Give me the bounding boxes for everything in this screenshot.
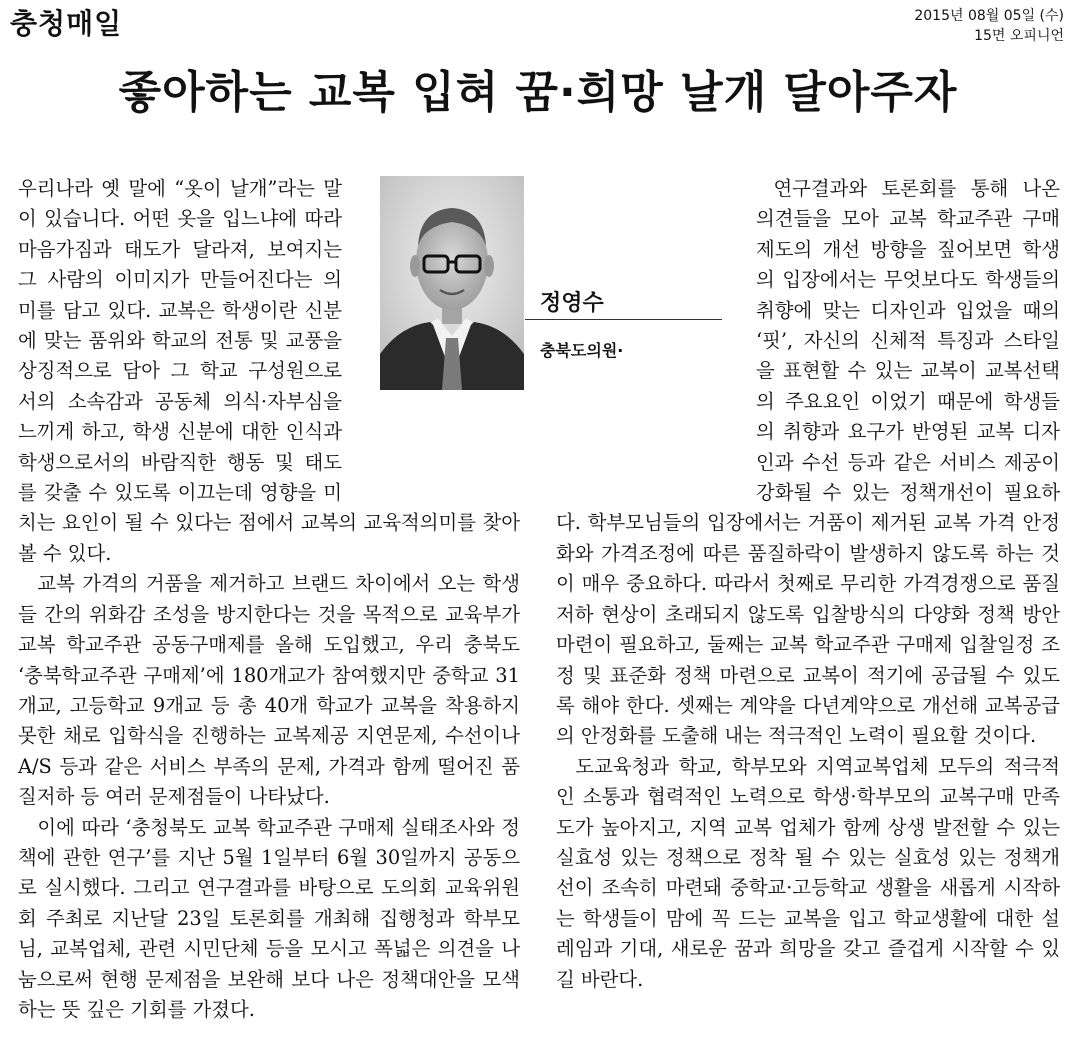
author-name: 정영수 bbox=[540, 291, 604, 316]
byline-divider bbox=[525, 319, 722, 320]
paragraph: 이에 따라 ‘충청북도 교복 학교주관 구매제 실태조사와 정책에 관한 연구’를 지난 5월 1일부터 6월 30일까지 공동으로 실시했다. 그리고 연구결과를 바탕으로 도의회 교육위원회 주최로 지난달 23일 토론회를 개최해 집행청과 학부모님, 교복업체, 관련 시민단체 등을 모시고 폭넓은 의견을 나눔으로써 현행 문제점을 보완해 보다 나은 정책대안을 모색하는 뜻 깊은 기회를 가졌다. bbox=[18, 815, 520, 1021]
paragraph: 우리나라 옛 말에 “옷이 날개”라는 말이 있습니다. 어떤 옷을 입느냐에 따라 마음가짐과 태도가 달라져, 보여지는 그 사람의 이미지가 만들어진다는 의미를 담고 있다. 교복은 학생이란 신분에 맞는 품위와 학교의 전통 및 교풍을 상징적으로 담아 그 학교 구성원으로서의 소속감과 공동체 의식·자부심을 느끼게 하고, 학생 신분에 대한 인식과 학생으로서의 바람직한 행동 및 태도를 갖출 수 있도록 이끄는데 영향을 미치는 요인이 될 수 있다는 점에서 교복의 교육적의미를 찾아볼 수 있다. bbox=[18, 177, 520, 565]
publication-info bbox=[914, 6, 1064, 46]
article-headline: 좋아하는 교복 입혀 꿈·희망 날개 달아주자 bbox=[118, 67, 958, 118]
publication-date: 2015년 08월 05일 (수) bbox=[914, 8, 1064, 24]
article-column-right bbox=[556, 174, 1060, 995]
paragraph: 도교육청과 학교, 학부모와 지역교복업체 모두의 적극적인 소통과 협력적인 노력으로 학생·학부모의 교복구매 만족도가 높아지고, 지역 교복 업체가 함께 상생 발전할 수 있는 실효성 있는 정책으로 정착 될 수 있는 실효성 있는 정책개선이 조속히 마련돼 중학교·고등학교 생활을 새롭게 시작하는 학생들이 맘에 꼭 드는 교복을 입고 학교생활에 대한 설레임과 기대, 새로운 꿈과 희망을 갖고 즐겁게 시작할 수 있길 바란다. bbox=[556, 754, 1060, 991]
paragraph: 교복 가격의 거품을 제거하고 브랜드 차이에서 오는 학생들 간의 위화감 조성을 방지한다는 것을 목적으로 교육부가 교복 학교주관 공동구매제를 올해 도입했고, 우리 충북도 ‘충북학교주관 구매제’에 180개교가 참여했지만 중학교 31개교, 고등학교 9개교 등 총 40개 학교가 교복을 착용하지 못한 채로 입학식을 진행하는 교복제공 지연문제, 수선이나 A/S 등과 같은 서비스 부족의 문제, 가격과 함께 떨어진 품질저하 등 여러 문제점들이 나타났다. bbox=[18, 572, 520, 809]
author-portrait-photo bbox=[380, 176, 524, 390]
page-section: 15면 오피니언 bbox=[974, 28, 1064, 44]
author-title: 충북도의원· bbox=[540, 341, 624, 360]
byline-float-spacer bbox=[556, 174, 740, 479]
paragraph: 연구결과와 토론회를 통해 나온 의견들을 모아 교복 학교주관 구매제도의 개선 방향을 짚어보면 학생의 입장에서는 무엇보다도 학생들의 취향에 맞는 디자인과 입었을 때의 ‘핏’, 자신의 신체적 특징과 스타일을 표현할 수 있는 교복이 교복선택의 주요요인 이었기 때문에 학생들의 취향과 요구가 반영된 교복 디자인과 수선 등과 같은 서비스 제공이 강화될 수 있는 정책개선이 필요하다. 학부모님들의 입장에서는 거품이 제거된 교복 가격 안정화와 가격조정에 따른 품질하락이 발생하지 않도록 하는 것이 매우 중요하다. 따라서 첫째로 무리한 가격경쟁으로 품질저하 현상이 초래되지 않도록 입찰방식의 다양화 정책 방안 마련이 필요하고, 둘째는 교복 학교주관 구매제 입찰일정 조정 및 표준화 정책 마련으로 교복이 적기에 공급될 수 있도록 해야 한다. 셋째는 계약을 다년계약으로 개선해 교복공급의 안정화를 도출해 내는 적극적인 노력이 필요할 것이다. bbox=[556, 177, 1060, 748]
masthead-logo: 충청매일 bbox=[10, 7, 123, 40]
author-portrait-image bbox=[380, 176, 524, 390]
